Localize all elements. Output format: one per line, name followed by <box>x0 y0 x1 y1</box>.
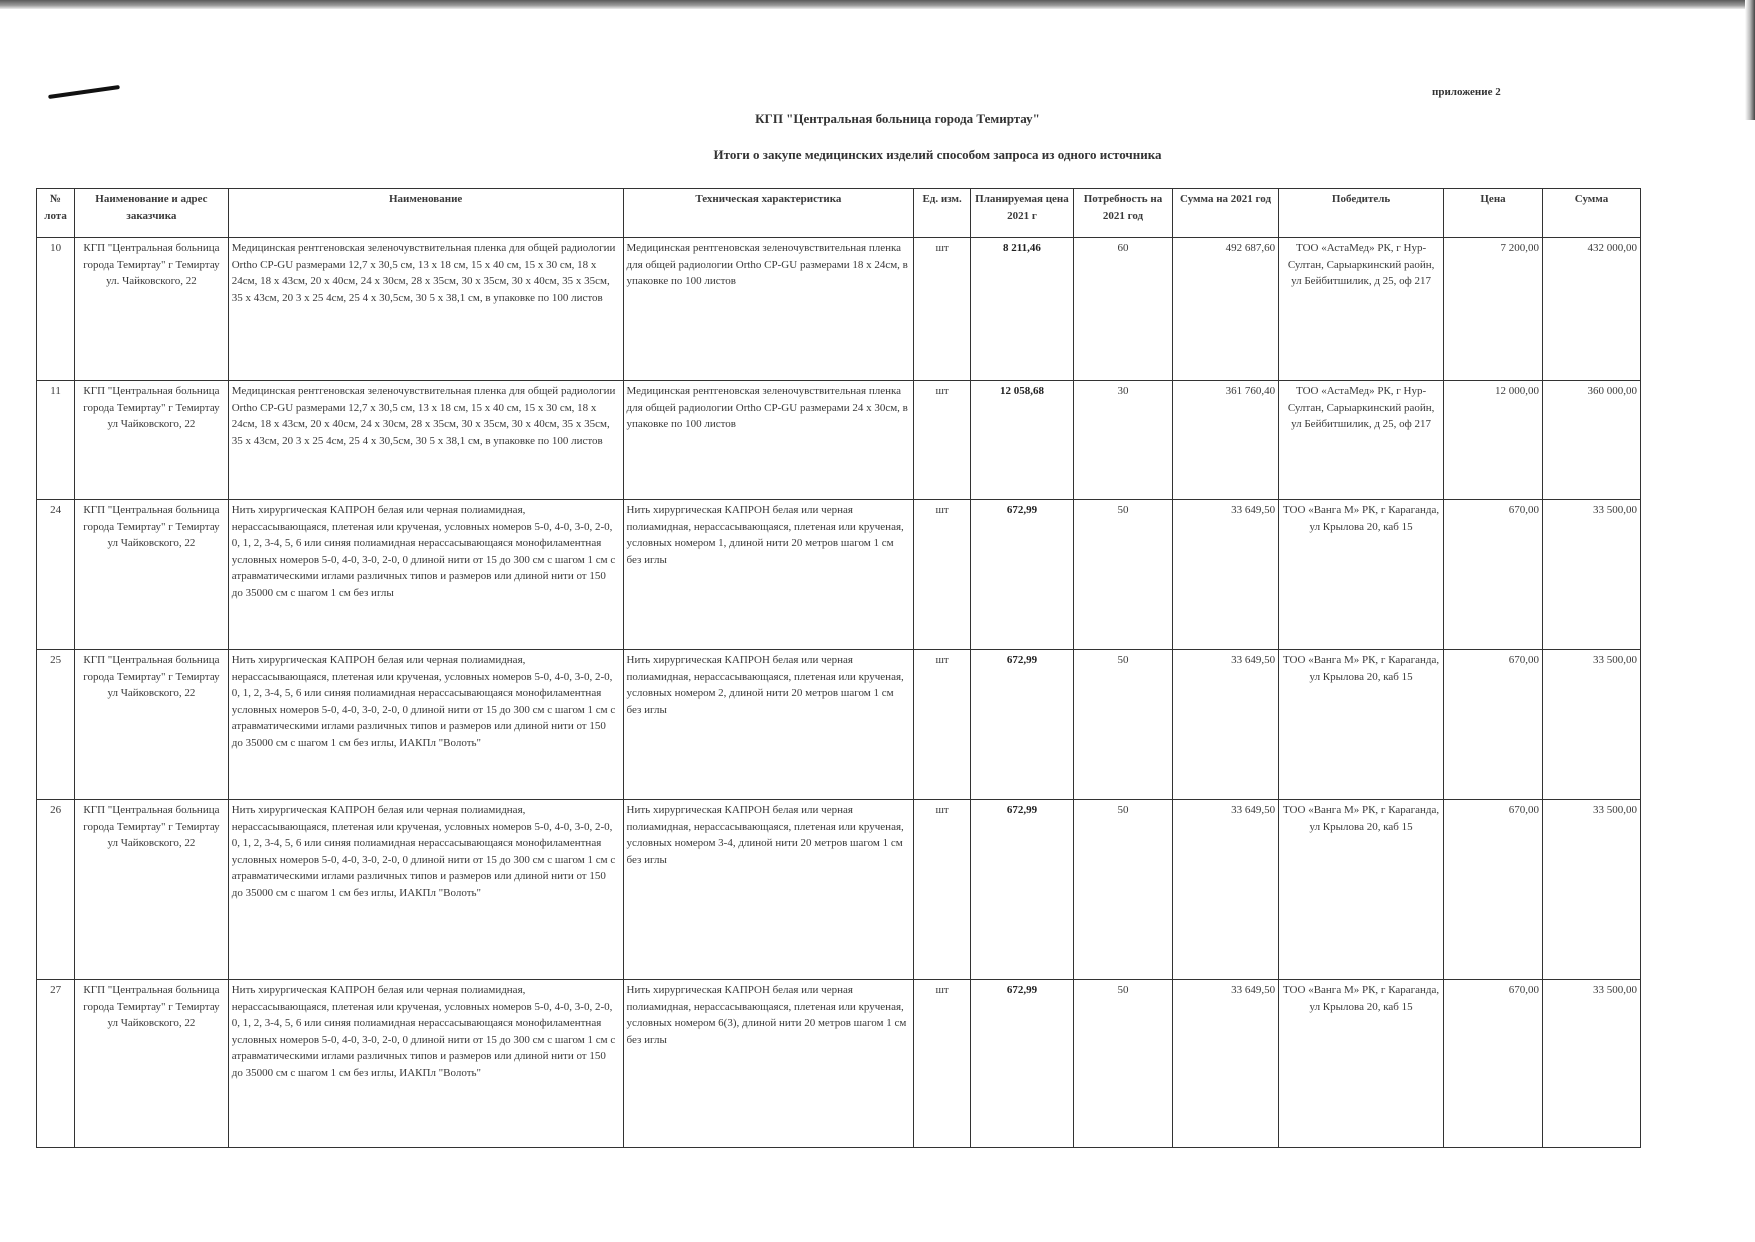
unit-cell: шт <box>914 500 971 650</box>
col-header-total: Сумма <box>1543 189 1641 238</box>
sum-2021-cell: 33 649,50 <box>1172 500 1278 650</box>
scan-mark <box>48 85 120 99</box>
procurement-results-table <box>36 188 1641 1148</box>
col-header-spec: Техническая характеристика <box>623 189 914 238</box>
total-cell: 33 500,00 <box>1543 980 1641 1148</box>
customer-cell: КГП "Центральная больница города Темиртау" г Темиртау ул Чайковского, 22 <box>75 381 229 500</box>
tech-spec-cell: Нить хирургическая КАПРОН белая или черная полиамидная, нерассасывающаяся, плетеная или крученая, условных номером 6(3), длиной нити 20 метров шагом 1 см без иглы <box>623 980 914 1148</box>
item-name-cell: Нить хирургическая КАПРОН белая или черная полиамидная, нерассасывающаяся, плетеная или крученая, условных номеров 5-0, 4-0, 3-0, 2-0, 0, 1, 2, 3-4, 5, 6 или синяя полиамидная нерассасывающаяся монофиламентная условных номеров 5-0, 4-0, 3-0, 2-0, 0 длиной нити от 15 до 300 см с шагом 1 см с атравматическими иглами различных типов и размеров или длиной нити от 150 до 35000 см с шагом 1 см без иглы, ИАКПл "Волоть" <box>228 980 623 1148</box>
total-cell: 432 000,00 <box>1543 238 1641 381</box>
planned-price-cell: 672,99 <box>970 800 1073 980</box>
table-row <box>37 800 1641 980</box>
price-cell: 670,00 <box>1444 800 1543 980</box>
col-header-need: Потребность на 2021 год <box>1074 189 1173 238</box>
tech-spec-cell: Нить хирургическая КАПРОН белая или черная полиамидная, нерассасывающаяся, плетеная или крученая, условных номером 2, длиной нити 20 метров шагом 1 см без иглы <box>623 650 914 800</box>
item-name-cell: Нить хирургическая КАПРОН белая или черная полиамидная, нерассасывающаяся, плетеная или крученая, условных номеров 5-0, 4-0, 3-0, 2-0, 0, 1, 2, 3-4, 5, 6 или синяя полиамидная нерассасывающаяся монофиламентная условных номеров 5-0, 4-0, 3-0, 2-0, 0 длиной нити от 15 до 300 см с шагом 1 см с атравматическими иглами различных типов и размеров или длиной нити от 150 до 35000 см с шагом 1 см без иглы <box>228 500 623 650</box>
tech-spec-cell: Нить хирургическая КАПРОН белая или черная полиамидная, нерассасывающаяся, плетеная или крученая, условных номером 3-4, длиной нити 20 метров шагом 1 см без иглы <box>623 800 914 980</box>
customer-cell: КГП "Центральная больница города Темиртау" г Темиртау ул Чайковского, 22 <box>75 650 229 800</box>
need-cell: 50 <box>1074 650 1173 800</box>
scan-edge-top <box>0 0 1755 9</box>
col-header-unit: Ед. изм. <box>914 189 971 238</box>
total-cell: 33 500,00 <box>1543 500 1641 650</box>
sum-2021-cell: 492 687,60 <box>1172 238 1278 381</box>
table-row <box>37 980 1641 1148</box>
col-header-name: Наименование <box>228 189 623 238</box>
planned-price-cell: 672,99 <box>970 650 1073 800</box>
item-name-cell: Нить хирургическая КАПРОН белая или черная полиамидная, нерассасывающаяся, плетеная или крученая, условных номеров 5-0, 4-0, 3-0, 2-0, 0, 1, 2, 3-4, 5, 6 или синяя полиамидная нерассасывающаяся монофиламентная условных номеров 5-0, 4-0, 3-0, 2-0, 0 длиной нити от 15 до 300 см с шагом 1 см с атравматическими иглами различных типов и размеров или длиной нити от 150 до 35000 см с шагом 1 см без иглы, ИАКПл "Волоть" <box>228 650 623 800</box>
unit-cell: шт <box>914 650 971 800</box>
col-header-sum-2021: Сумма на 2021 год <box>1172 189 1278 238</box>
unit-cell: шт <box>914 980 971 1148</box>
sum-2021-cell: 33 649,50 <box>1172 800 1278 980</box>
table-row <box>37 381 1641 500</box>
lot-number: 26 <box>37 800 75 980</box>
lot-number: 25 <box>37 650 75 800</box>
total-cell: 33 500,00 <box>1543 800 1641 980</box>
table-row <box>37 650 1641 800</box>
winner-cell: ТОО «Ванга М» РК, г Караганда, ул Крылова 20, каб 15 <box>1279 500 1444 650</box>
winner-cell: ТОО «Ванга М» РК, г Караганда, ул Крылова 20, каб 15 <box>1279 980 1444 1148</box>
table-row <box>37 500 1641 650</box>
sum-2021-cell: 361 760,40 <box>1172 381 1278 500</box>
tech-spec-cell: Нить хирургическая КАПРОН белая или черная полиамидная, нерассасывающаяся, плетеная или крученая, условных номером 1, длиной нити 20 метров шагом 1 см без иглы <box>623 500 914 650</box>
planned-price-cell: 12 058,68 <box>970 381 1073 500</box>
col-header-customer: Наименование и адрес заказчика <box>75 189 229 238</box>
col-header-lot: № лота <box>37 189 75 238</box>
col-header-price: Цена <box>1444 189 1543 238</box>
winner-cell: ТОО «АстаМед» РК, г Нур-Султан, Сарыаркинский раойн, ул Бейбитшилик, д 25, оф 217 <box>1279 238 1444 381</box>
sum-2021-cell: 33 649,50 <box>1172 650 1278 800</box>
tech-spec-cell: Медицинская рентгеновская зеленочувствительная пленка для общей радиологии Ortho CP-GU размерами 18 х 24см, в упаковке по 100 листов <box>623 238 914 381</box>
lot-number: 24 <box>37 500 75 650</box>
customer-cell: КГП "Центральная больница города Темиртау" г Темиртау ул. Чайковского, 22 <box>75 238 229 381</box>
planned-price-cell: 672,99 <box>970 500 1073 650</box>
need-cell: 50 <box>1074 980 1173 1148</box>
price-cell: 7 200,00 <box>1444 238 1543 381</box>
total-cell: 33 500,00 <box>1543 650 1641 800</box>
unit-cell: шт <box>914 238 971 381</box>
winner-cell: ТОО «АстаМед» РК, г Нур-Султан, Сарыаркинский раойн, ул Бейбитшилик, д 25, оф 217 <box>1279 381 1444 500</box>
table-row <box>37 238 1641 381</box>
scan-edge-right <box>1745 0 1755 120</box>
tech-spec-cell: Медицинская рентгеновская зеленочувствительная пленка для общей радиологии Ortho CP-GU размерами 24 х 30см, в упаковке по 100 листов <box>623 381 914 500</box>
item-name-cell: Нить хирургическая КАПРОН белая или черная полиамидная, нерассасывающаяся, плетеная или крученая, условных номеров 5-0, 4-0, 3-0, 2-0, 0, 1, 2, 3-4, 5, 6 или синяя полиамидная нерассасывающаяся монофиламентная условных номеров 5-0, 4-0, 3-0, 2-0, 0 длиной нити от 15 до 300 см с шагом 1 см с атравматическими иглами различных типов и размеров или длиной нити от 150 до 35000 см с шагом 1 см без иглы, ИАКПл "Волоть" <box>228 800 623 980</box>
total-cell: 360 000,00 <box>1543 381 1641 500</box>
need-cell: 30 <box>1074 381 1173 500</box>
customer-cell: КГП "Центральная больница города Темиртау" г Темиртау ул Чайковского, 22 <box>75 980 229 1148</box>
lot-number: 11 <box>37 381 75 500</box>
customer-cell: КГП "Центральная больница города Темиртау" г Темиртау ул Чайковского, 22 <box>75 800 229 980</box>
document-title: Итоги о закупе медицинских изделий способом запроса из одного источника <box>713 147 1162 162</box>
lot-number: 10 <box>37 238 75 381</box>
unit-cell: шт <box>914 800 971 980</box>
need-cell: 50 <box>1074 500 1173 650</box>
price-cell: 670,00 <box>1444 650 1543 800</box>
planned-price-cell: 8 211,46 <box>970 238 1073 381</box>
winner-cell: ТОО «Ванга М» РК, г Караганда, ул Крылова 20, каб 15 <box>1279 650 1444 800</box>
item-name-cell: Медицинская рентгеновская зеленочувствительная пленка для общей радиологии Ortho CP-GU размерами 12,7 х 30,5 см, 13 х 18 см, 15 х 40 см, 15 х 30 см, 18 х 24см, 18 х 43см, 20 х 40см, 24 х 30см, 28 х 35см, 30 х 35см, 30 х 40см, 35 х 35см, 35 х 43см, 20 3 х 25 4см, 25 4 х 30,5см, 30 5 х 38,1 см, в упаковке по 100 листов <box>228 381 623 500</box>
price-cell: 670,00 <box>1444 500 1543 650</box>
need-cell: 50 <box>1074 800 1173 980</box>
customer-cell: КГП "Центральная больница города Темиртау" г Темиртау ул Чайковского, 22 <box>75 500 229 650</box>
item-name-cell: Медицинская рентгеновская зеленочувствительная пленка для общей радиологии Ortho CP-GU размерами 12,7 х 30,5 см, 13 х 18 см, 15 х 40 см, 15 х 30 см, 18 х 24см, 18 х 43см, 20 х 40см, 24 х 30см, 28 х 35см, 30 х 35см, 30 х 40см, 35 х 35см, 35 х 43см, 20 3 х 25 4см, 25 4 х 30,5см, 30 5 х 38,1 см, в упаковке по 100 листов <box>228 238 623 381</box>
winner-cell: ТОО «Ванга М» РК, г Караганда, ул Крылова 20, каб 15 <box>1279 800 1444 980</box>
price-cell: 12 000,00 <box>1444 381 1543 500</box>
organization-title: КГП "Центральная больница города Темиртау" <box>755 111 1040 126</box>
lot-number: 27 <box>37 980 75 1148</box>
price-cell: 670,00 <box>1444 980 1543 1148</box>
sum-2021-cell: 33 649,50 <box>1172 980 1278 1148</box>
unit-cell: шт <box>914 381 971 500</box>
table-header-row <box>37 189 1641 238</box>
col-header-planned-price: Планируемая цена 2021 г <box>970 189 1073 238</box>
need-cell: 60 <box>1074 238 1173 381</box>
col-header-winner: Победитель <box>1279 189 1444 238</box>
planned-price-cell: 672,99 <box>970 980 1073 1148</box>
appendix-label: приложение 2 <box>1432 86 1501 98</box>
